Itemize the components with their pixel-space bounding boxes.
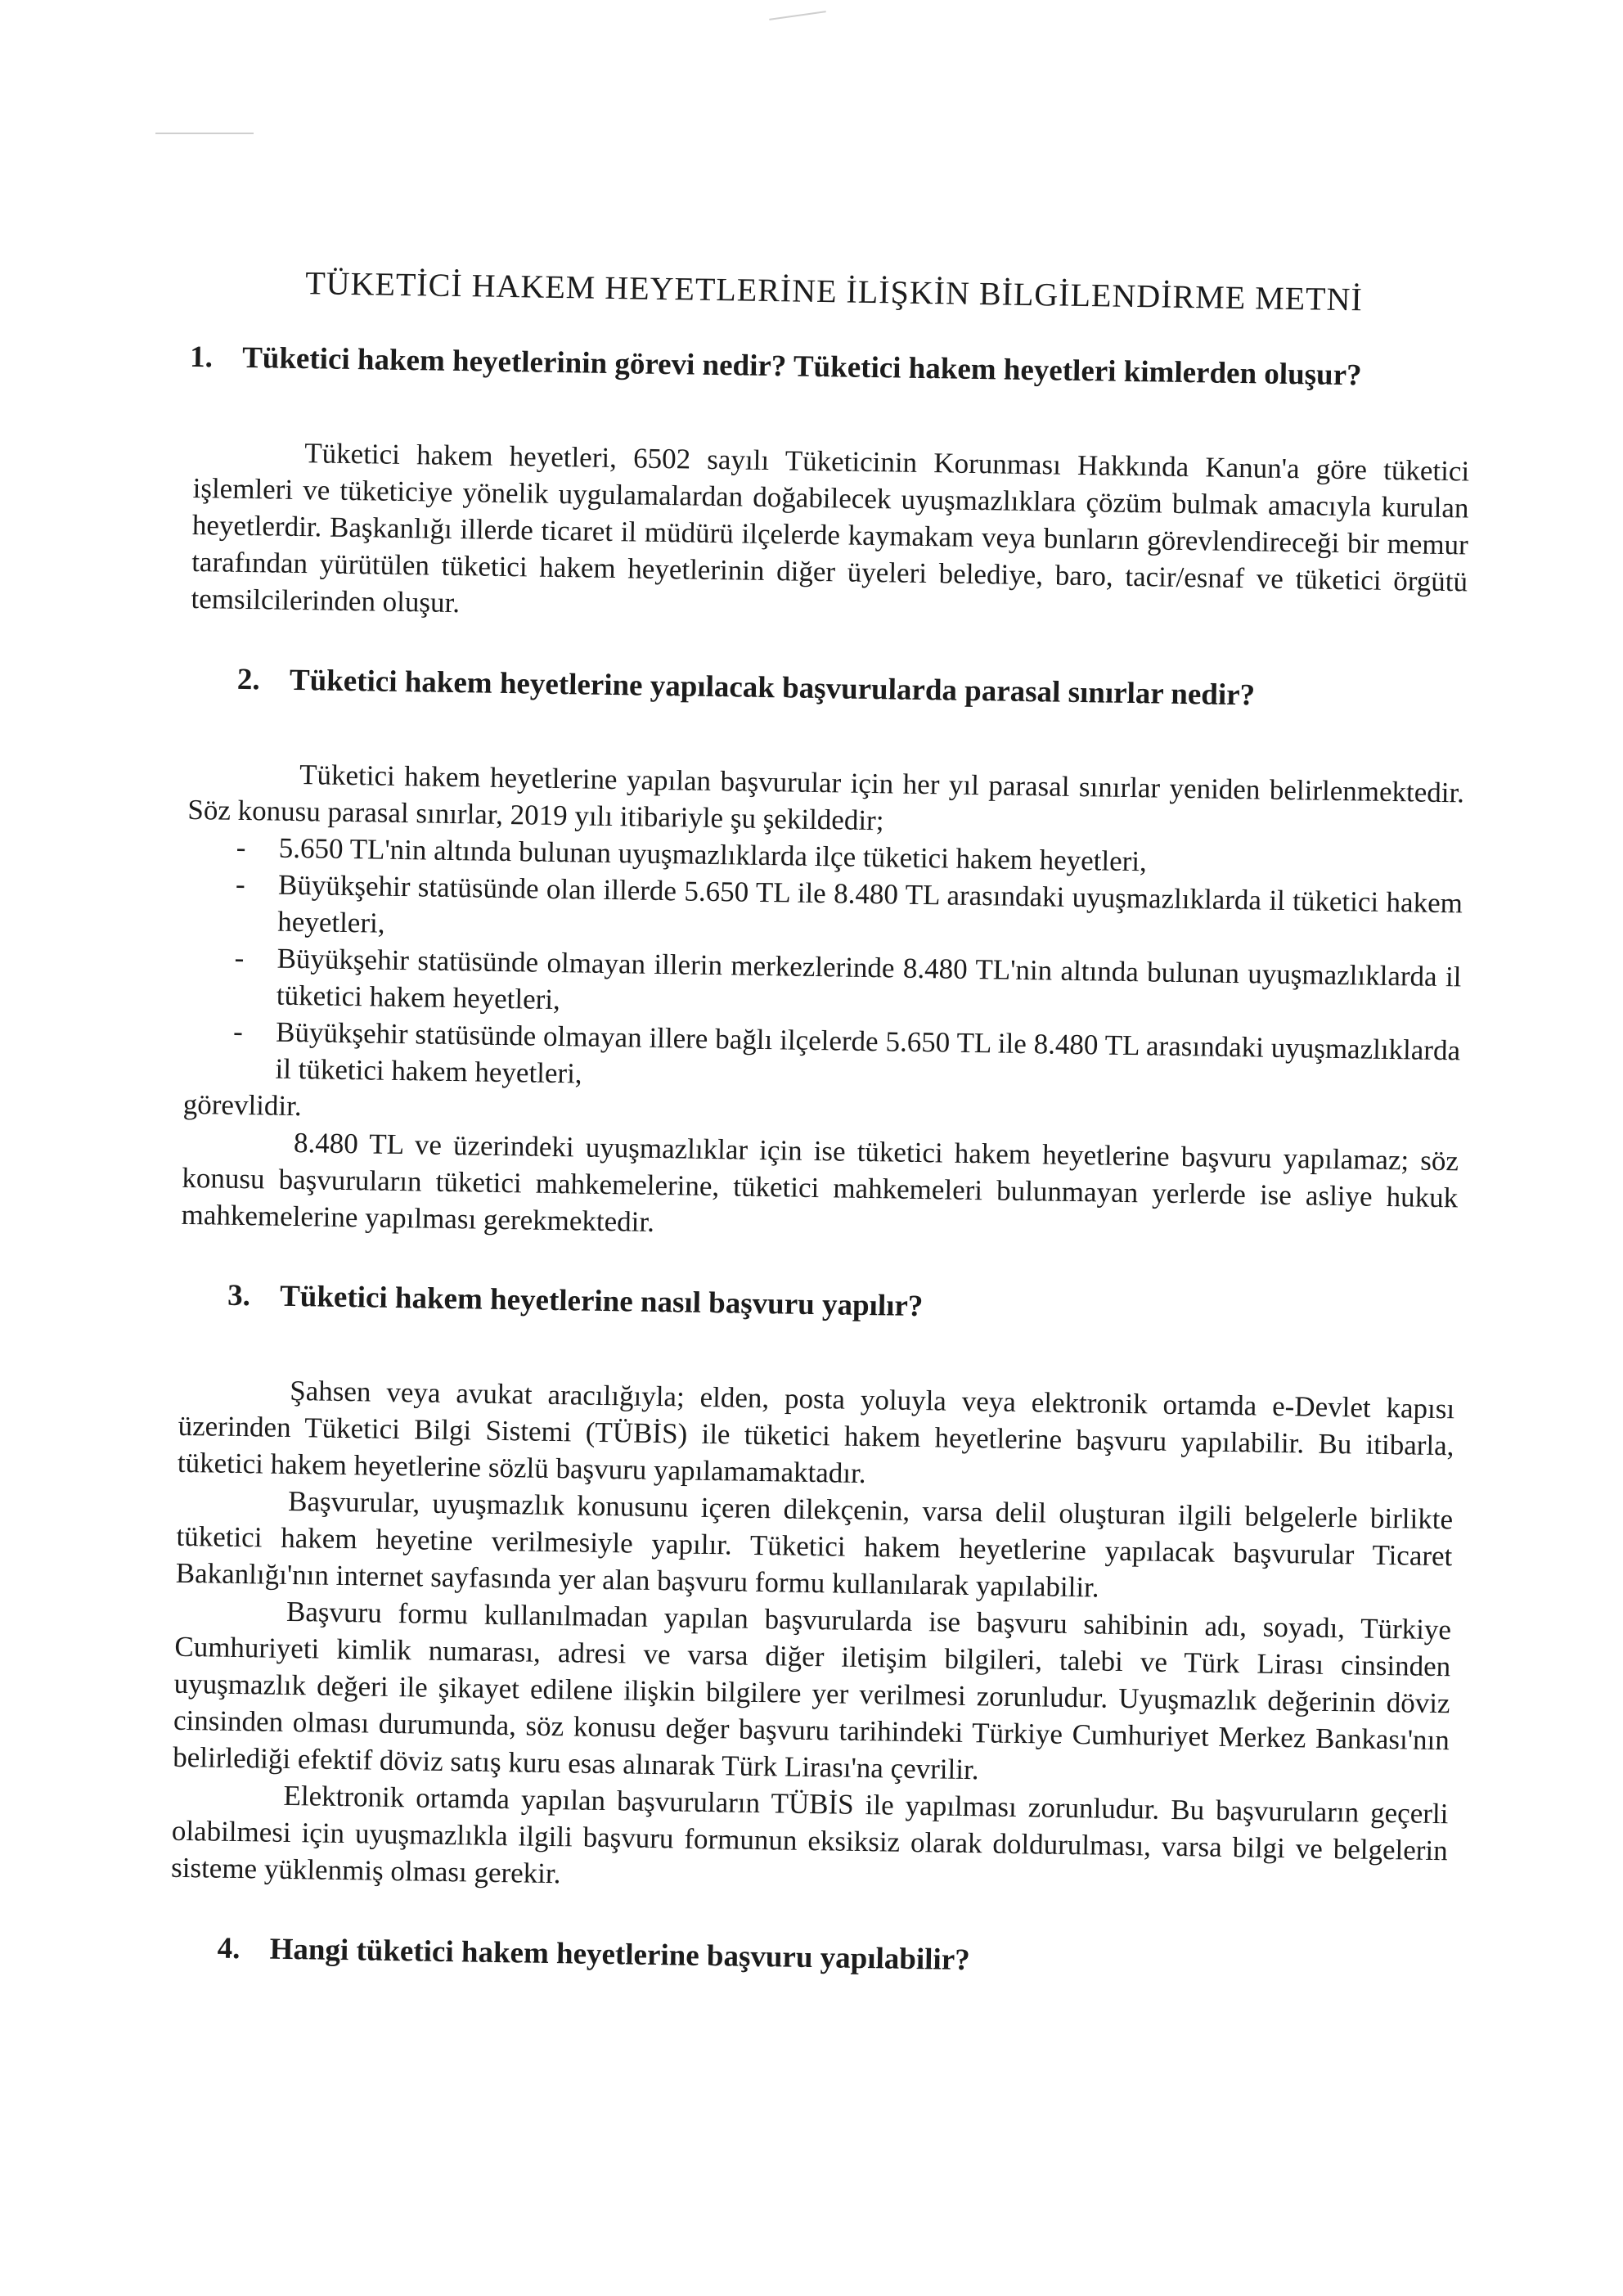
section-2 [181, 660, 1466, 1253]
list-item: - Büyükşehir statüsünde olmayan illerin merkezlerinde 8.480 TL'nin altında bulunan uyuşmazlıklarda il tüketici hakem heyetleri, [234, 939, 1462, 1033]
paragraph: Tüketici hakem heyetleri, 6502 sayılı Tüketicinin Korunması Hakkında Kanun'a göre tüketici işlemleri ve tüketiciye yönelik uygulamalardan doğabilecek uyuşmazlıklara çözüm bulmak amacıyla kurulan heyetlerdir. Başkanlığı illerde ticaret il müdürü ilçelerde kaymakam veya bunların görevlendireceği bir memur tarafından yürütülen tüketici hakem heyetlerinin diğer üyeleri belediye, baro, tacir/esnaf ve tüketici örgütü temsilcilerinden oluşur. [191, 437, 1470, 619]
scan-artifact-mark [769, 11, 826, 20]
list-item: - 5.650 TL'nin altında bulunan uyuşmazlıklarda ilçe tüketici hakem heyetleri, [236, 829, 1463, 885]
limits-list [183, 828, 1463, 1105]
list-item: - Büyükşehir statüsünde olan illerde 5.650 TL ile 8.480 TL arasındaki uyuşmazlıklarda il tüketici hakem heyetleri, [235, 866, 1463, 959]
scan-artifact-mark [155, 133, 254, 134]
section-number: 3. [227, 1278, 251, 1313]
paragraph: Başvuru formu kullanılmadan yapılan başvurularda ise başvuru sahibinin adı, soyadı, Türkiye Cumhuriyeti kimlik numarası, adresi ve varsa diğer iletişim bilgileri, talebi ve Türk Lirası cinsinden uyuşmazlık değeri ile şikayet edilene ilişkin bilgilere yer verilmesi zorunludur. Uyuşmazlık değerinin döviz cinsinden olması durumunda, söz konusu değer başvuru tarihindeki Türkiye Cumhuriyet Merkez Bankası'nın belirlediği efektif döviz satış kuru esas alınarak Türk Lirası'na çevrilir. [172, 1595, 1452, 1786]
section-title: Tüketici hakem heyetlerinin görevi nedir? Tüketici hakem heyetleri kimlerden oluşur? [241, 340, 1362, 393]
section-number: 1. [189, 340, 214, 375]
paragraph: Şahsen veya avukat aracılığıyla; elden, posta yoluyla veya elektronik ortamda e-Devlet kapısı üzerinden Tüketici Bilgi Sistemi (TÜBİS) ile tüketici hakem heyetlerine başvuru yapılabilir. Bu itibarla, tüketici hakem heyetlerine sözlü başvuru yapılamamaktadır. [177, 1374, 1455, 1490]
paragraph: görevlidir. [182, 1087, 302, 1123]
section-title: Hangi tüketici hakem heyetlerine başvuru yapılabilir? [269, 1932, 971, 1978]
paragraph: Elektronik ortamda yapılan başvuruların TÜBİS ile yapılması zorunludur. Bu başvuruların geçerli olabilmesi için uyuşmazlıkla ilgili başvuru formunun eksiksiz olarak doldurulması, varsa bilgi ve belgelerin sisteme yüklenmiş olması gerekir. [170, 1779, 1449, 1890]
paragraph: 8.480 TL ve üzerindeki uyuşmazlıklar için ise tüketici hakem heyetlerine başvuru yapılamaz; söz konusu başvuruların tüketici mahkemelerine, tüketici mahkemeleri bulunmayan yerlerde ise asliye hukuk mahkemelerine yapılması gerekmektedir. [181, 1127, 1459, 1238]
section-3 [171, 1276, 1457, 1906]
section-1 [191, 338, 1471, 637]
paragraph: Tüketici hakem heyetlerine yapılan başvurular için her yıl parasal sınırlar yeniden belirlenmektedir. Söz konusu parasal sınırlar, 2019 yılı itibariyle şu şekildedir; [187, 759, 1465, 837]
section-number: 4. [217, 1931, 241, 1966]
section-title: Tüketici hakem heyetlerine yapılacak başvurularda parasal sınırlar nedir? [289, 663, 1256, 713]
section-title: Tüketici hakem heyetlerine nasıl başvuru yapılır? [279, 1279, 924, 1324]
document-body [169, 262, 1472, 2043]
section-heading [190, 338, 1472, 398]
document-title: TÜKETİCİ HAKEM HEYETLERİNE İLİŞKİN BİLGİLENDİRME METNİ [304, 264, 1364, 318]
list-item: - Büyükşehir statüsünde olmayan illere bağlı ilçelerde 5.650 TL ile 8.480 TL arasındaki uyuşmazlıklarda il tüketici hakem heyetleri, [232, 1013, 1460, 1106]
section-number: 2. [236, 662, 261, 697]
paragraph: Başvurular, uyuşmazlık konusunu içeren dilekçenin, varsa delil oluşturan ilgili belgelerle birlikte tüketici hakem heyetine verilmesiyle yapılır. Tüketici hakem heyetlerine yapılacak başvurular Ticaret Bakanlığı'nın internet sayfasında yer alan başvuru formu kullanılarak yapılabilir. [175, 1484, 1454, 1604]
